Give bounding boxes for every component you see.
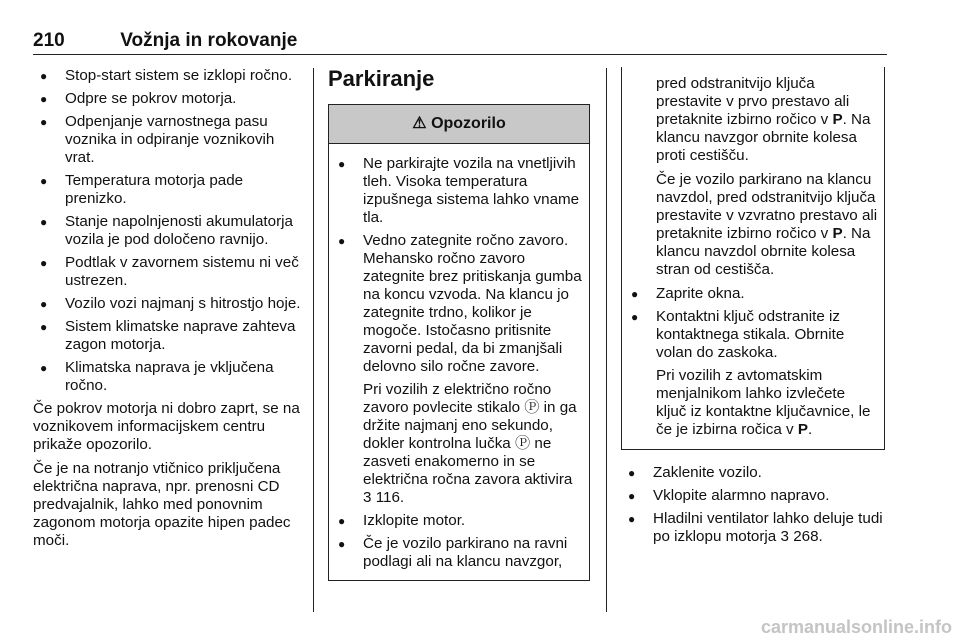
list-item: ● Odpenjanje varnostnega pasu voznika in odpiranje voznikovih vrat. — [33, 113, 301, 167]
list-item: ● Če je vozilo parkirano na ravni podlagi ali na klancu navzgor, — [329, 535, 583, 571]
list-item: ● Vklopite alarmno napravo. — [621, 487, 885, 505]
list-item: ● Hladilni ventilator lahko deluje tudi po izklopu motorja 3 268. — [621, 510, 885, 546]
page-number: 210 — [33, 30, 65, 51]
column-middle — [328, 66, 590, 581]
list-item: ● Odpre se pokrov motorja. — [33, 90, 301, 108]
page-header — [33, 30, 297, 52]
page-ref-arrow-icon: 3 — [363, 489, 372, 506]
page-ref-arrow-icon: 3 — [780, 528, 789, 545]
gear-p-label: P — [797, 421, 808, 438]
paragraph: Če pokrov motorja ni dobro zaprt, se na voznikovem informacijskem centru prikaže opozorilo. — [33, 400, 300, 453]
continued-text: pred odstranitvijo ključa prestavite v prvo prestavo ali pretaknite izbirno ročico v P. Na klancu navzgor obrnite kolesa proti cestišču. Če je vozilo parkirano na klancu navzdol, pred odstranitvijo ključa prestavite v vzvratno prestavo ali pretaknite izbirno ročico v P. Na klancu navzdol obrnite kolesa stran od cestišča. — [656, 75, 878, 278]
column-right — [621, 67, 885, 551]
condition-list — [33, 67, 301, 395]
warning-box-continued — [621, 67, 885, 450]
paragraph: Če je na notranjo vtičnico priključena električna naprava, npr. prenosni CD predvajalnik, lahko med ponovnim zagonom motorja opazite hipen padec moči. — [33, 460, 291, 549]
list-item: ● Temperatura motorja pade prenizko. — [33, 172, 301, 208]
page-reference: 116. — [375, 489, 405, 506]
list-item: ● Zaprite okna. — [622, 285, 878, 303]
list-item: ● Stop-start sistem se izklopi ročno. — [33, 67, 301, 85]
list-item: ● Stanje napolnjenosti akumulatorja vozila je pod določeno ravnijo. — [33, 213, 301, 249]
warning-header — [329, 105, 589, 144]
warning-body — [329, 144, 589, 580]
warning-icon: ⚠ — [412, 115, 427, 132]
gear-p-label: P — [832, 225, 843, 242]
column-divider — [606, 68, 607, 612]
list-item: ● Vedno zategnite ročno zavoro. Mehansko ročno zavoro zategnite brez pritiskanja gumba na koncu vzvoda. Na klancu jo zategnite trdno, kolikor je mogoče. Istočasno pritisnite zavorni pedal, da bi zmanjšali delovno silo ročne zavore. Pri vozilih z električno ročno zavoro povlecite stikalo Ⓟ in ga držite najmanj eno sekundo, dokler kontrolna lučka Ⓟ ne zasveti enakomerno in se električna ročna zavora aktivira 3 116. — [329, 232, 583, 507]
column-divider — [313, 68, 314, 612]
parking-brake-icon: Ⓟ — [524, 399, 540, 416]
list-item: ● Izklopite motor. — [329, 512, 583, 530]
list-item: ● Sistem klimatske naprave zahteva zagon motorja. — [33, 318, 301, 354]
list-item: ● Ne parkirajte vozila na vnetljivih tleh. Visoka temperatura izpušnega sistema lahko vname tla. — [329, 155, 583, 227]
gear-p-label: P — [832, 111, 843, 128]
header-rule — [33, 54, 887, 55]
warning-box — [328, 104, 590, 581]
page-reference: 268. — [793, 528, 823, 545]
list-item: ● Podtlak v zavornem sistemu ni več ustrezen. — [33, 254, 301, 290]
sub-paragraph: Pri vozilih z avtomatskim menjalnikom lahko izvlečete ključ iz kontaktne ključavnice, le če je izbirna ročica v P. — [656, 367, 871, 438]
sub-paragraph: Pri vozilih z električno ročno zavoro povlecite stikalo Ⓟ in ga držite najmanj eno sekundo, dokler kontrolna lučka Ⓟ ne zasveti enakomerno in se električna ročna zavora aktivira 3 116. — [363, 381, 577, 506]
section-title: Vožnja in rokovanje — [120, 30, 298, 51]
list-item: ● Vozilo vozi najmanj s hitrostjo hoje. — [33, 295, 301, 313]
parking-brake-icon: Ⓟ — [514, 435, 531, 452]
section-heading: Parkiranje — [328, 66, 435, 91]
list-item: ● Kontaktni ključ odstranite iz kontaktnega stikala. Obrnite volan do zaskoka. Pri vozilih z avtomatskim menjalnikom lahko izvlečete ključ iz kontaktne ključavnice, le če je izbirna ročica v P. — [622, 308, 878, 439]
warning-title: Opozorilo — [431, 115, 506, 132]
list-item: ● Klimatska naprava je vključena ročno. — [33, 359, 301, 395]
watermark: carmanualsonline.info — [760, 617, 952, 637]
column-left — [33, 67, 301, 556]
list-item: ● Zaklenite vozilo. — [621, 464, 885, 482]
